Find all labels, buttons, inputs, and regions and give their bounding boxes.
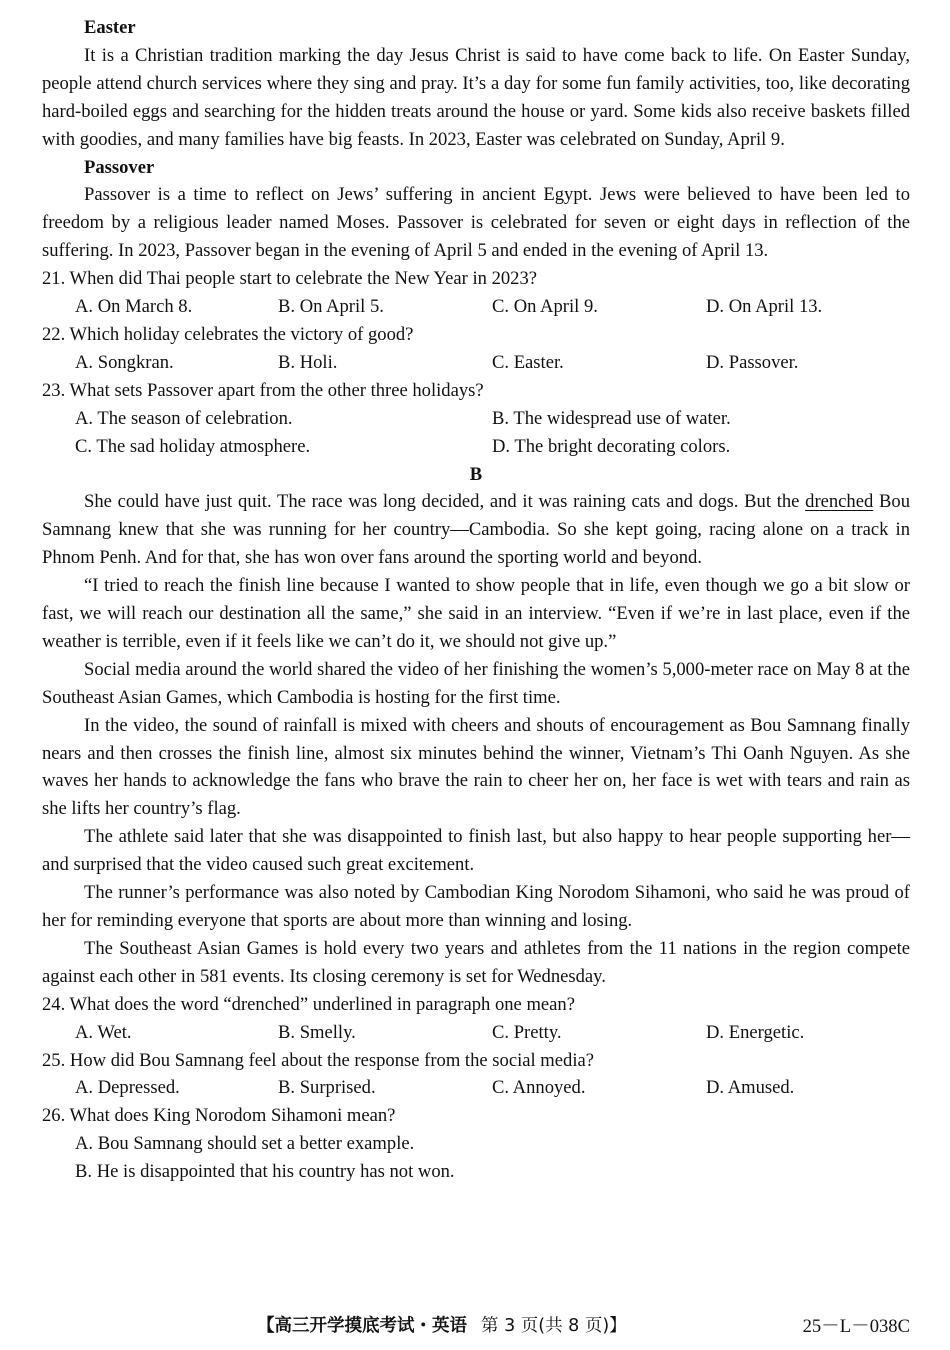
easter-heading: Easter bbox=[84, 17, 136, 38]
p1-text-after: Bou Samnang knew that she was running for her country—Cambodia. So she kept going, racing alone on a track in Phnom Penh. And for that, she has won over fans around the sporting world and beyond. bbox=[42, 491, 910, 569]
question-stem: 22. Which holiday celebrates the victory of good? bbox=[42, 323, 414, 345]
page-footer bbox=[0, 1312, 950, 1340]
option-b: B. Surprised. bbox=[278, 1077, 376, 1099]
passover-heading: Passover bbox=[84, 156, 155, 178]
page-number: 第 3 页(共 8 页)】 bbox=[481, 1316, 627, 1336]
options-grid bbox=[42, 405, 910, 461]
easter-paragraph: It is a Christian tradition marking the day Jesus Christ is said to have come back to life. On Easter Sunday, people attend church services where they sing and pray. It’s a day for some fun family activities, too, like decorating hard-boiled eggs and searching for the hidden treats around the house or yard. Some kids also receive baskets filled with goodies, and many families have big feasts. In 2023, Easter was celebrated on Sunday, April 9. bbox=[42, 44, 910, 150]
exam-page bbox=[42, 14, 910, 1186]
question-stem: 24. What does the word “drenched” underlined in paragraph one mean? bbox=[42, 993, 575, 1015]
option-b: B. He is disappointed that his country has not won. bbox=[75, 1161, 455, 1183]
passage-b-paragraph-5: The athlete said later that she was disappointed to finish last, but also happy to hear people supporting her—and surprised that the video caused such great excitement. bbox=[42, 826, 910, 876]
options-row bbox=[42, 349, 910, 377]
option-a: A. Bou Samnang should set a better example. bbox=[75, 1133, 415, 1155]
passage-b-paragraph-6: The runner’s performance was also noted by Cambodian King Norodom Sihamoni, who said he was proud of her for reminding everyone that sports are about more than winning and losing. bbox=[42, 882, 910, 931]
question-stem: 26. What does King Norodom Sihamoni mean? bbox=[42, 1105, 396, 1127]
question-26 bbox=[42, 1102, 910, 1186]
section-b-label: B bbox=[469, 463, 483, 485]
options-row bbox=[42, 293, 910, 321]
option-c: C. Easter. bbox=[492, 351, 564, 373]
question-stem: 25. How did Bou Samnang feel about the response from the social media? bbox=[42, 1049, 594, 1071]
option-d: D. Amused. bbox=[706, 1077, 795, 1099]
footer-title bbox=[257, 1312, 627, 1337]
passage-b-paragraph-7: The Southeast Asian Games is hold every two years and athletes from the 11 nations in the region compete against each other in 581 events. Its closing ceremony is set for Wednesday. bbox=[42, 937, 910, 987]
option-c: C. On April 9. bbox=[492, 296, 598, 318]
option-c: C. Pretty. bbox=[492, 1021, 562, 1043]
question-stem: 23. What sets Passover apart from the other three holidays? bbox=[42, 379, 484, 401]
passage-b-paragraph-1 bbox=[42, 488, 910, 572]
p1-text-before: She could have just quit. The race was long decided, and it was raining cats and dogs. But the bbox=[84, 491, 806, 513]
exam-title: 【高三开学摸底考试・英语 bbox=[257, 1316, 467, 1336]
exam-code: 25－L－038C bbox=[802, 1316, 910, 1337]
passage-b-paragraph-3: Social media around the world shared the video of her finishing the women’s 5,000-meter race on May 8 at the Southeast Asian Games, which Cambodia is hosting for the first time. bbox=[42, 658, 910, 708]
option-a: A. Songkran. bbox=[75, 351, 174, 373]
option-b: B. On April 5. bbox=[278, 296, 384, 318]
question-21 bbox=[42, 265, 910, 321]
option-d: D. The bright decorating colors. bbox=[492, 435, 731, 457]
option-a: A. The season of celebration. bbox=[75, 407, 293, 429]
passage-b-paragraph-4: In the video, the sound of rainfall is mixed with cheers and shouts of encouragement as Bou Samnang finally nears and then crosses the finish line, almost six minutes behind the winner, Vietnam’s Thi Oanh Nguyen. As she waves her hands to acknowledge the fans who brave the rain to cheer her on, her face is wet with tears and rain as she lifts her country’s flag. bbox=[42, 714, 910, 820]
option-d: D. On April 13. bbox=[706, 296, 823, 318]
question-24 bbox=[42, 991, 910, 1047]
option-a: A. Depressed. bbox=[75, 1077, 180, 1099]
question-25 bbox=[42, 1047, 910, 1103]
passage-b-paragraph-2: “I tried to reach the finish line because I wanted to show people that in life, even though we go a bit slow or fast, we will reach our destination all the same,” she said in an interview. “Even if we’re in last place, even if the weather is terrible, even if it feels like we can’t do it, we should not give up.” bbox=[42, 575, 910, 652]
option-b: B. The widespread use of water. bbox=[492, 407, 731, 429]
option-c: C. The sad holiday atmosphere. bbox=[75, 435, 311, 457]
underlined-word: drenched bbox=[805, 491, 874, 513]
option-a: A. Wet. bbox=[75, 1021, 132, 1043]
question-22 bbox=[42, 321, 910, 377]
option-b: B. Smelly. bbox=[278, 1021, 356, 1043]
passover-paragraph: Passover is a time to reflect on Jews’ suffering in ancient Egypt. Jews were believed to have been led to freedom by a religious leader named Moses. Passover is celebrated for seven or eight days in reflection of the suffering. In 2023, Passover began in the evening of April 5 and ended in the evening of April 13. bbox=[42, 184, 910, 262]
option-d: D. Passover. bbox=[706, 351, 799, 373]
question-stem: 21. When did Thai people start to celebrate the New Year in 2023? bbox=[42, 268, 538, 290]
option-c: C. Annoyed. bbox=[492, 1077, 586, 1099]
option-d: D. Energetic. bbox=[706, 1021, 805, 1043]
options-row bbox=[42, 1019, 910, 1047]
option-a: A. On March 8. bbox=[75, 296, 193, 318]
options-row bbox=[42, 1074, 910, 1102]
question-23 bbox=[42, 377, 910, 461]
option-b: B. Holi. bbox=[278, 351, 338, 373]
